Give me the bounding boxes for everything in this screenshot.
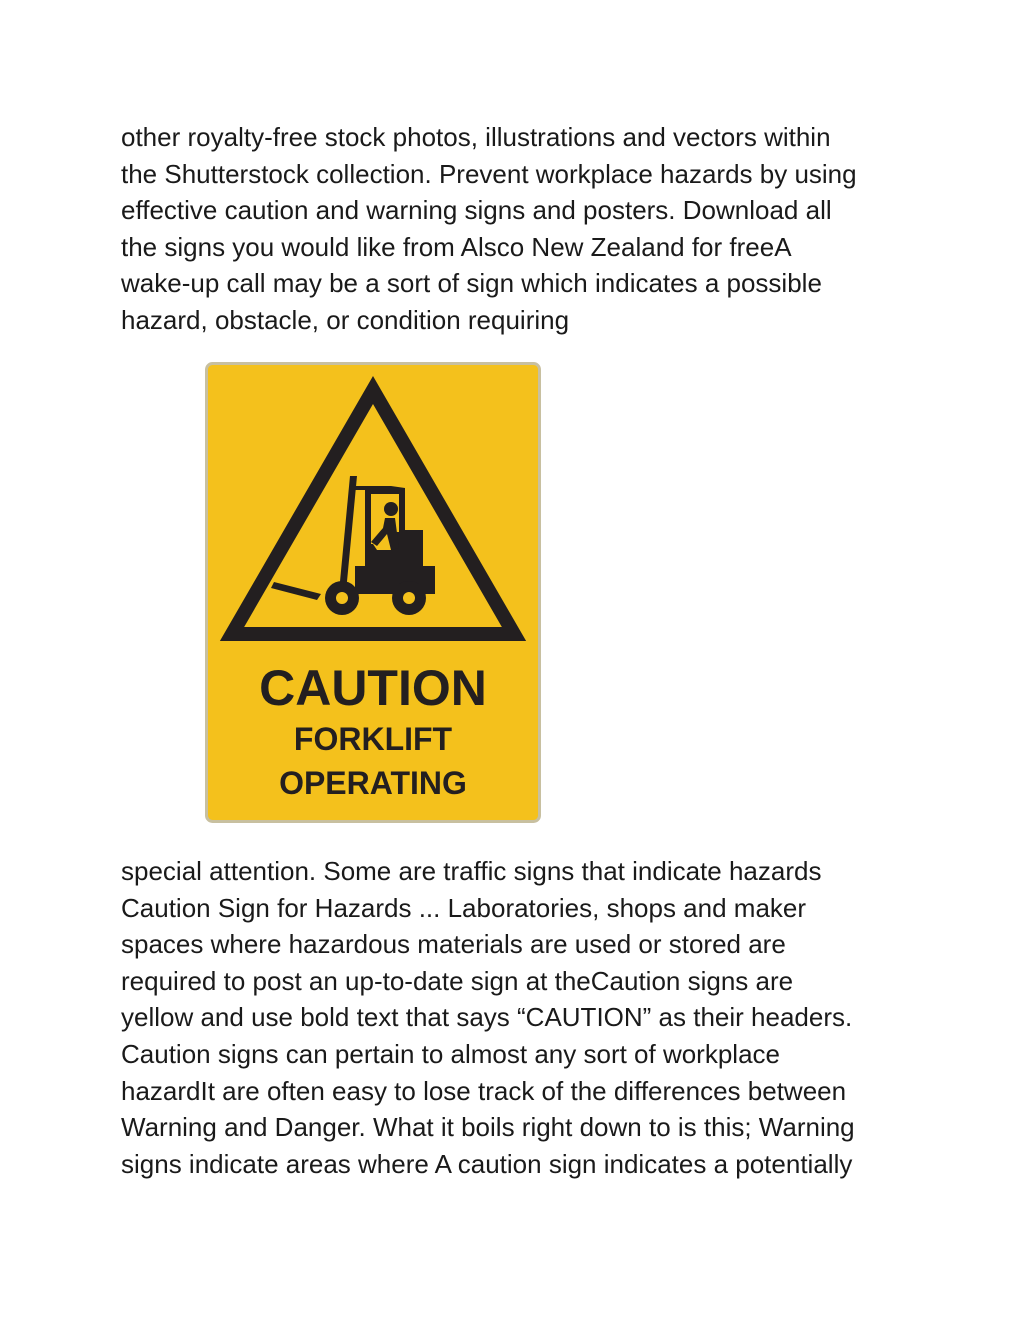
text-line: wake-up call may be a sort of sign which indicates a possible (121, 268, 822, 299)
sign-heading: CAUTION (259, 660, 487, 716)
text-line: hazardIt are often easy to lose track of the differences between (121, 1075, 847, 1106)
text-line: signs indicate areas where A caution sign indicates a potentially (121, 1148, 853, 1179)
text-line: other royalty-free stock photos, illustrations and vectors within (121, 122, 831, 152)
text-line: special attention. Some are traffic signs that indicate hazards (121, 856, 822, 886)
text-line: the signs you would like from Alsco New Zealand for freeA (121, 231, 792, 262)
paragraph-bottom (121, 853, 921, 1182)
text-line: hazard, obstacle, or condition requiring (121, 304, 570, 335)
text-line: Caution Sign for Hazards ... Laboratories, shops and maker (121, 892, 807, 923)
caution-sign-image (205, 362, 541, 823)
text-line: required to post an up-to-date sign at theCaution signs are (121, 965, 794, 996)
text-line: spaces where hazardous materials are used or stored are (121, 929, 786, 960)
sign-line-1: FORKLIFT (293, 721, 453, 757)
text-line: yellow and use bold text that says “CAUTION” as their headers. (121, 1002, 853, 1033)
paragraph-top (121, 119, 921, 339)
text-line: effective caution and warning signs and posters. Download all (121, 195, 832, 226)
text-line: the Shutterstock collection. Prevent workplace hazards by using (121, 158, 857, 189)
caution-sign-graphic (205, 362, 541, 823)
text-line: Caution signs can pertain to almost any sort of workplace (121, 1038, 781, 1069)
sign-line-2: OPERATING (279, 765, 467, 801)
text-line: Warning and Danger. What it boils right down to is this; Warning (121, 1112, 855, 1143)
